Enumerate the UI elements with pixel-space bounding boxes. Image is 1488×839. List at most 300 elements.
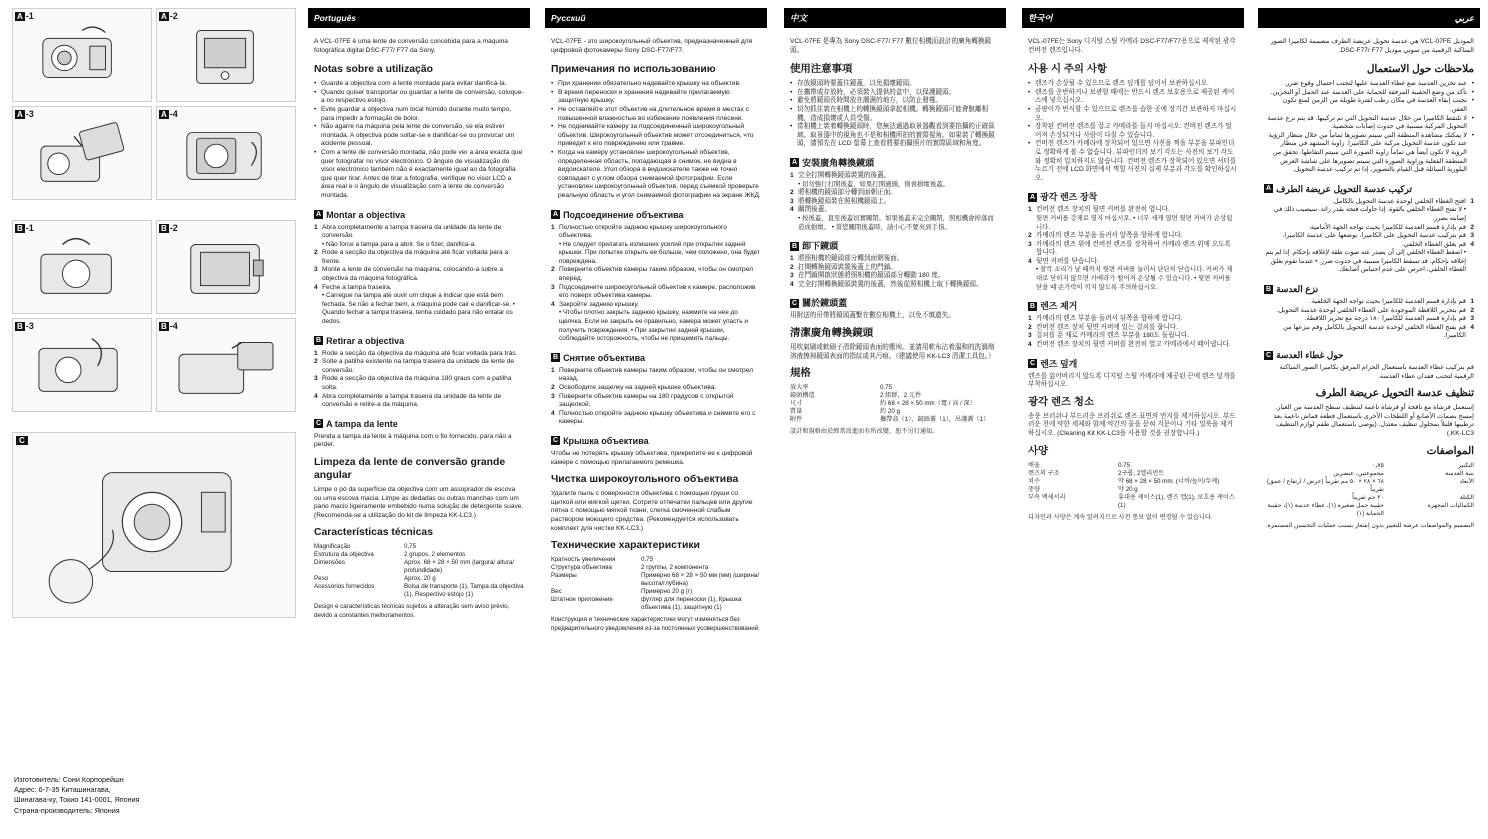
- spec-row: [314, 559, 524, 575]
- note-item: • Não agarre na máquina pela lente de conversão, se ela estiver montada. A objectiva pode soltar-se e danificar-se ou provocar um acidente pessoal.: [314, 123, 524, 149]
- step-number: 3: [790, 272, 794, 280]
- figure-column: [12, 8, 296, 618]
- cleaning-heading: 清潔廣角轉換鏡頭: [790, 328, 874, 340]
- step-number: 1: [1028, 315, 1032, 323]
- step-note: • Чтобы плотно закрыть заднюю крышку, нажмите на нее до щелчка. Если не закрыть ее правильно, камера может упасть и получить повреждения. • При закрытии задней крышки, соблюдайте осторожность, чтобы не прищемить пальцы.: [559, 309, 748, 343]
- lens-cap-text: 用附送的吊帶將鏡頭蓋繫在數位相機上，以免不慎遺失。: [790, 312, 955, 320]
- spec-value: ٠٫٧٥: [1372, 461, 1384, 469]
- spec-row: [1028, 478, 1238, 486]
- step-text: Rode a secção da objectiva da máquina 180 graus com a patilha solta.: [322, 375, 512, 391]
- figure-b4: [156, 318, 296, 412]
- manufacturer-info: [14, 775, 140, 816]
- cleaning-heading: 광각 렌즈 청소: [1028, 396, 1094, 408]
- step-item: [1264, 224, 1474, 233]
- spec-row: [551, 596, 761, 612]
- step-item: [790, 264, 1000, 273]
- step-number: 2: [314, 249, 318, 257]
- note-item: • 在攜帶或存放時，必須裝入提供的盒中，以保護鏡頭。: [790, 89, 1000, 98]
- step-number: 4: [551, 300, 555, 308]
- section-letter-badge: A: [316, 211, 322, 218]
- notes-heading: Примечания по использованию: [551, 64, 716, 76]
- section-heading: [1028, 300, 1238, 312]
- step-item: [1264, 198, 1474, 224]
- spec-label: 尺寸: [790, 400, 803, 408]
- section-title: Подсоединение объектива: [563, 209, 684, 220]
- figure-tag: A -3: [17, 109, 34, 119]
- spec-label: Magnificação: [314, 543, 351, 551]
- step-item: [551, 410, 761, 427]
- step-text: 打開轉換鏡頭裝置後蓋上的門鎖。: [798, 263, 897, 271]
- spec-value: ٦٨ × ٢٨ × ٥٠ مم تقريباً (عرض / ارتفاع / عمق) تقريباً: [1266, 477, 1384, 493]
- section-heading: [1264, 349, 1474, 361]
- spec-label: 배율: [1028, 461, 1040, 469]
- step-text: 將照相機的鏡頭部分轉到面朝後面。: [798, 255, 904, 263]
- spec-value: مجموعتين، عنصرين: [1333, 469, 1384, 477]
- cleaning-text: 用吹氣刷或軟刷子清除鏡頭表面的塵埃。並請用軟布沾着溫和的洗滌劑溶液擦掉鏡頭表面的指紋或其污痕。（建議使用 KK-LC3 清潔工具包。）: [790, 344, 995, 360]
- figure-tag: B -3: [17, 321, 34, 331]
- note-item: • 切勿抓住裝在相機上的轉換鏡頭拿起相機。轉換鏡頭可能會脫離相機，造成損壞或人員受傷。: [790, 106, 1000, 123]
- step-item: [551, 393, 761, 410]
- section-heading: [314, 418, 524, 430]
- step-number: 3: [314, 266, 318, 274]
- section-letter-badge: B: [1030, 302, 1036, 310]
- figure-tag: B -2: [161, 223, 178, 233]
- spec-label: 치수: [1028, 477, 1040, 485]
- step-note: • اضغط الغطاء الخلفي إلى أن يصدر عنه صوت طقة لإغلاقه بإحكام. إذا لم يتم إغلاقه بإحكام، قد تسقط الكاميرا مسببة في حدوث ضرر. • عندما تقوم بغلق الغطاء الخلفي، احرص على عدم احتباس أصابعك.: [1265, 249, 1466, 274]
- cover-close-illustration: [157, 107, 295, 199]
- section-heading: [1028, 191, 1238, 203]
- spec-disclaimer: Design e características técnicas sujeitos a alteração sem aviso prévio, devido a constantes melhoramentos.: [314, 603, 510, 619]
- section-heading: [1028, 358, 1238, 370]
- step-number: 4: [314, 392, 318, 400]
- intro-text: VCL-07FE는 Sony 디지털 스틸 카메라 DSC-F77/F77용으로 제작된 광각 컨버전 렌즈입니다.: [1028, 38, 1236, 54]
- note-item: • 存放鏡頭時要蓋住鏡蓋，以免損壞鏡頭。: [790, 80, 1000, 89]
- language-column-pt: [308, 8, 530, 834]
- spec-disclaimer: التصميم والمواصفات عرضة للتغيير بدون إشعار بسبب عمليات التحسين المستمرة.: [1265, 521, 1474, 529]
- step-list: [790, 172, 1000, 232]
- latch-release-illustration: [157, 221, 295, 313]
- figure-a3: [12, 106, 152, 200]
- note-item: • При хранении обязательно надевайте крышку на объектив.: [551, 80, 761, 89]
- step-number: 4: [1470, 323, 1474, 331]
- section-title: Снятие объектива: [563, 352, 646, 363]
- cleaning-heading: Чистка широкоугольного объектива: [551, 474, 739, 486]
- spec-label: الكتلة: [1459, 493, 1474, 501]
- step-item: [551, 367, 761, 384]
- specifications-heading: 規格: [790, 368, 811, 380]
- lens-cap-text: 렌즈를 잃어버리지 않도록 디지털 스틸 카메라에 제공된 끈에 렌즈 덮개를 부착하십시오.: [1028, 372, 1236, 389]
- step-text: 完全打開轉換鏡頭裝置的後蓋，然後從照相機上取下轉換鏡頭。: [798, 280, 983, 288]
- notes-list: [1028, 80, 1238, 183]
- note-item: • 렌즈가 손상될 수 있으므로 렌즈 덮개를 덮어서 보관하십시오.: [1028, 80, 1238, 89]
- spec-value: 0,75: [641, 556, 654, 564]
- step-text: 컨버전 렌즈 장치의 뒷면 커버를 완전히 열고 카메라에서 떼어냅니다.: [1036, 341, 1231, 349]
- step-text: Feche a tampa traseira.: [322, 283, 392, 291]
- step-item: [1264, 324, 1474, 341]
- specifications-table: [1264, 462, 1474, 518]
- figure-b2: [156, 220, 296, 314]
- figure-a4: [156, 106, 296, 200]
- spec-row: [790, 416, 1000, 424]
- section-title: 關於鏡頭蓋: [802, 298, 848, 309]
- spec-value: 휴대용 케이스(1), 렌즈 캡(1), 보호용 케이스(1): [1118, 493, 1235, 509]
- figure-group-a: [12, 8, 296, 200]
- step-item: [314, 393, 524, 410]
- figure-b3: [12, 318, 152, 412]
- figure-c: [12, 432, 296, 618]
- section-title: 광각 렌즈 장착: [1040, 192, 1098, 203]
- step-number: 1: [551, 366, 555, 374]
- cleaning-text: إستعمل فرشاة مع نافخة أو فرشاة ناعمة لتنظيف سطح العدسة من الغبار. إمسح بصمات الأصابع أو اللطخات الأخرى باستعمال قطعة قماش ناعمة بعد ترطيبها قليلاً بمحلول تنظيف معتدل. (يوصى باستعمال طقم لوازم التنظيف KK-LC3.): [1273, 404, 1474, 437]
- step-item: [1028, 315, 1238, 324]
- step-number: 3: [551, 392, 555, 400]
- language-column-zh: [784, 8, 1006, 834]
- spec-value: Aprox. 20 g: [404, 575, 436, 583]
- section-title: 安裝廣角轉換鏡頭: [802, 157, 875, 168]
- step-number: 3: [551, 283, 555, 291]
- spec-row: [1264, 462, 1474, 470]
- spec-value: Примерно 68 × 28 × 50 мм (мм) (ширина/высота/глубина): [641, 572, 760, 588]
- step-item: [790, 272, 1000, 281]
- step-item: [314, 284, 524, 327]
- language-header: 한국어: [1022, 8, 1244, 28]
- language-header: 中文: [784, 8, 1006, 28]
- manufacturer-line: Шинагава-ку, Токио 141-0001, Япония: [14, 795, 140, 805]
- note-item: • 장착된 컨버전 렌즈를 잡고 카메라를 들지 마십시오. 컨버전 렌즈가 떨어져 손상되거나 사람이 다칠 수 있습니다.: [1028, 123, 1238, 140]
- spec-row: [314, 575, 524, 583]
- spec-value: Aprox. 68 × 28 × 50 mm (largura/ altura/ profundidade): [404, 559, 515, 575]
- lens-cap-strap-illustration: [13, 433, 295, 617]
- spec-value: 약 68 × 28 × 50 mm. (너비/높이/두께): [1118, 477, 1220, 485]
- figure-group-b: [12, 220, 296, 412]
- section-letter-badge: A: [1030, 193, 1036, 201]
- cleaning-text: 송풍 브러쉬나 부드러운 브러쉬로 렌즈 표면의 먼지를 제거하십시오. 부드러운 천에 약한 세제와 함께 약간의 물을 묻혀 지문이나 기타 얼룩을 제거하십시오. (Cleaning Kit KK-LC3을 사용할 것을 권장합니다.): [1028, 412, 1236, 437]
- spec-value: 2 grupos, 2 elementos: [404, 551, 466, 559]
- spec-value: 2 組群，2 元件: [880, 392, 922, 400]
- step-text: Rode a secção da objectiva da máquina até ficar voltada para a frente.: [322, 249, 509, 265]
- step-item: [1028, 332, 1238, 341]
- camera-rotate-illustration: [157, 9, 295, 101]
- step-number: 2: [1470, 306, 1474, 314]
- section-heading: [314, 335, 524, 347]
- spec-value: Bolsa de transporte (1), Tampa da objectiva (1), Respectivo estojo (1): [404, 583, 524, 599]
- notes-list: [314, 80, 524, 200]
- cleaning-text: Limpe o pó da superfície da objectiva com um assoprador de escova ou uma escova macia. Limpe as dedadas ou outras manchas com um pano macio ligeiramente embebido numa solução de detergente suave. (Recomenda-se a utilização do kit de limpeza KK-LC3.): [314, 485, 524, 519]
- step-text: Полностью откройте заднюю крышку объектива и снимите его с камеры.: [559, 409, 756, 426]
- section-letter-badge: A: [792, 159, 798, 167]
- step-number: 2: [1470, 223, 1474, 231]
- spec-label: Размеры: [551, 572, 577, 580]
- step-text: Rode a secção da objectiva da máquina até ficar voltada para trás.: [322, 349, 518, 357]
- section-letter-badge: B: [316, 337, 322, 345]
- specifications-table: [551, 556, 761, 612]
- spec-label: Штатное приложение: [551, 596, 613, 604]
- section-heading: [1264, 283, 1474, 295]
- step-text: 將相機的鏡頭部分轉到面朝正面。: [798, 189, 897, 197]
- step-list: [551, 224, 761, 344]
- step-item: [314, 358, 524, 375]
- step-text: قم بتحرير اللاقطة الموجودة على الغطاء الخلفي لوحدة عدسة التحويل.: [1276, 306, 1466, 314]
- step-list: [790, 255, 1000, 289]
- step-item: [1028, 206, 1238, 232]
- spec-row: [551, 564, 761, 572]
- step-number: 4: [790, 206, 794, 214]
- figure-tag: B -1: [17, 223, 34, 233]
- figure-tag: A -4: [161, 109, 178, 119]
- spec-value: ٢٠ جم تقريباً: [1352, 493, 1384, 501]
- step-item: [551, 301, 761, 344]
- spec-row: [314, 551, 524, 559]
- spec-row: [314, 543, 524, 551]
- spec-value: футляр для переноски (1), Крышка объектива (1), защитную (1): [641, 596, 742, 612]
- spec-row: [551, 572, 761, 588]
- step-number: 4: [314, 283, 318, 291]
- step-item: [1264, 241, 1474, 275]
- step-text: Полностью откройте заднюю крышку широкоугольного объектива.: [559, 223, 727, 240]
- step-note: • 切勿強行打開後蓋，如果打開過頭，則會損壞後蓋。: [798, 180, 949, 188]
- step-item: [1028, 241, 1238, 258]
- spec-value: 0.75: [1118, 461, 1131, 469]
- section-heading: [551, 352, 761, 364]
- cleaning-text: Удалите пыль с поверхности объектива с помощью груши со щеткой или мягкой щетки. Сотрите отпечатки пальцев или другие пятна с помощью мягкой ткани, слегка смоченной слабым раствором моющего средства. (Рекомендуется использовать комплект для чистки KK-LC3.): [551, 490, 753, 532]
- step-number: 3: [314, 375, 318, 383]
- step-item: [314, 266, 524, 283]
- notes-list: [790, 80, 1000, 149]
- step-item: [551, 266, 761, 283]
- step-note: 뒷면 커버를 강제로 열지 마십시오. • 너무 세게 열면 뒷면 커버가 손상됩니다.: [1036, 214, 1233, 231]
- step-number: 4: [1470, 240, 1474, 248]
- section-heading: [551, 435, 761, 447]
- specifications-table: [1028, 462, 1238, 510]
- spec-label: 부속 액세서리: [1028, 493, 1066, 501]
- cleaning-heading: Limpeza da lente de conversão grande angular: [314, 456, 506, 481]
- spec-label: 중량: [1028, 485, 1040, 493]
- spec-row: [1028, 470, 1238, 478]
- spec-label: Peso: [314, 575, 329, 583]
- section-letter-badge: B: [1266, 285, 1272, 293]
- step-number: 1: [790, 255, 794, 263]
- section-title: Montar a objectiva: [326, 209, 406, 220]
- intro-text: VCL-07FE 是專為 Sony DSC-F77/ F77 數位相機而設計的廣角轉換鏡頭。: [790, 38, 992, 54]
- note-item: • В время переноски и хранения надевайте прилагаемую защитную крышку.: [551, 89, 761, 106]
- spec-disclaimer: 디자인과 사양은 계속 알려지므로 사전 통보 없이 변경될 수 있습니다.: [1028, 513, 1213, 521]
- step-list: [551, 367, 761, 427]
- step-text: Закройте заднюю крышку.: [559, 300, 639, 308]
- step-item: [551, 284, 761, 301]
- spec-label: الكماليات المجهزة: [1427, 501, 1474, 509]
- step-text: 完全打開轉換鏡頭裝置的後蓋。: [798, 171, 891, 179]
- spec-label: التكبير: [1457, 461, 1474, 469]
- section-title: 렌즈 덮개: [1040, 358, 1078, 369]
- section-title: Retirar a objectiva: [326, 335, 405, 346]
- notes-heading: 使用注意事項: [790, 64, 853, 76]
- step-number: 1: [314, 223, 318, 231]
- section-letter-badge: B: [792, 242, 798, 250]
- step-number: 2: [790, 189, 794, 197]
- note-item: • 避免將鏡頭長時間放在潮濕的地方，以防止發霉。: [790, 97, 1000, 106]
- section-title: نزع العدسة: [1276, 284, 1319, 295]
- note-item: • 當相機上裝着轉換鏡頭時，您無法通過取景器觀看到要拍攝的正確區域。取景器中的視角也不是和相機所拍的實際視角。如果裝了轉換鏡頭，請預先在 LCD 螢幕上查看將要拍攝照片的實際區域和角度。: [790, 123, 1000, 149]
- step-text: Поверните объектив камеры таким образом, чтобы он смотрел вперед.: [559, 266, 754, 283]
- spec-disclaimer: 設計和規格由於經常改進而有所改變，恕不另行通知。: [790, 428, 939, 436]
- spec-row: [1264, 470, 1474, 478]
- section-letter-badge: A: [1266, 185, 1272, 193]
- lens-removal-illustration: [157, 319, 295, 411]
- step-number: 4: [1028, 257, 1032, 265]
- camera-lens-illustration: [13, 9, 151, 101]
- section-title: A tampa da lente: [326, 418, 398, 429]
- section-letter-badge: B: [553, 354, 559, 362]
- step-item: [790, 206, 1000, 232]
- spec-row: [1028, 462, 1238, 470]
- manufacturer-line: Страна-производитель: Япония: [14, 805, 120, 815]
- step-text: 在鬥鎖開啟狀態將照相機的鏡頭部分轉動 180 度。: [798, 272, 945, 280]
- step-item: [1264, 315, 1474, 324]
- spec-row: [1264, 494, 1474, 502]
- step-item: [314, 249, 524, 266]
- note-item: • Когда на камеру установлен широкоугольный объектив, определенная область, попадающая в снимок, не видна в видоискателе. Угол обзора в видоискателе также не точно совпадает с углом обзора снимаемой фотографии. Если установлен широкоугольный объектив, перед съемкой проверьте реальную область и угол снимаемой фотографии на экране ЖКД.: [551, 149, 761, 201]
- spec-label: Кратность увеличения: [551, 556, 616, 564]
- step-number: 1: [551, 223, 555, 231]
- manufacturer-line: Изготовитель: Сони Корпорейшн: [14, 775, 124, 784]
- section-letter-badge: C: [1030, 360, 1036, 368]
- step-item: [1264, 232, 1474, 241]
- step-list: [1264, 298, 1474, 341]
- step-item: [1264, 307, 1474, 316]
- section-heading: [790, 240, 1000, 252]
- intro-text: A VCL-07FE é uma lente de conversão concebida para a máquina fotográfica digital DSC-F77/ F77 da Sony.: [314, 38, 508, 54]
- step-item: [1028, 258, 1238, 292]
- language-header: عربي: [1258, 8, 1480, 28]
- note-item: • Не оставляйте этот объектив на длительное время в местах с повышенной влажностью во избежание появления плесени.: [551, 106, 761, 123]
- spec-label: 렌즈의 구조: [1028, 469, 1060, 477]
- lens-cap-text: قم بتركيب غطاء العدسة باستعمال الحزام المرفق بكاميرا الصور الساكنة الرقمية لتجنب فقدان غطاء العدسة.: [1279, 364, 1474, 380]
- step-list: [1264, 198, 1474, 275]
- step-number: 2: [551, 384, 555, 391]
- step-text: Monte a lente de conversão na máquina, colocando-a sobre a objectiva da máquina fotográfica.: [322, 266, 504, 283]
- step-item: [1028, 232, 1238, 241]
- step-item: [790, 172, 1000, 189]
- language-column-ru: [545, 8, 767, 834]
- note-item: • Evite guardar a objectiva num local húmido durante muito tempo, para impedir a formação de bolor.: [314, 106, 524, 123]
- intro-text: VCL-07FE - это широкоугольный объектив, предназначенный для цифровой фотокамеры Sony DSC-F77/F77.: [551, 38, 753, 54]
- specifications-heading: المواصفات: [1426, 445, 1474, 457]
- step-item: [1264, 298, 1474, 307]
- step-text: 카메라의 렌즈 부분을 돌려서 앞쪽을 향하게 합니다.: [1036, 232, 1183, 240]
- figure-tag: A -1: [17, 11, 34, 21]
- step-item: [790, 255, 1000, 264]
- step-number: 1: [1470, 298, 1474, 306]
- step-number: 2: [1028, 323, 1032, 331]
- lens-cap-text: Чтобы не потерять крышку объектива, прикрепите ее к цифровой камере с помощью прилагаемого ремешка.: [551, 449, 753, 466]
- cleaning-heading: تنظيف عدسة التحويل عريضة الطرف: [1315, 388, 1474, 400]
- step-text: 將轉換鏡頭裝在照相機鏡頭上。: [798, 197, 891, 205]
- step-text: Освободите защелку на задней крышке объектива.: [559, 384, 717, 391]
- step-item: [314, 375, 524, 392]
- lens-cap-text: Prenda a tampa da lente à máquina com o fio fornecido, para não a perder.: [314, 432, 512, 449]
- step-text: Подсоедините широкоугольный объектив к камере, расположив его поверх объектива камеры.: [559, 283, 756, 300]
- specifications-heading: Características técnicas: [314, 527, 433, 539]
- section-heading: [790, 157, 1000, 169]
- lens-mount-illustration: [13, 107, 151, 199]
- note-item: • Com a lente de conversão montada, não pode ver a área exacta que quer fotografar no visor electrónico. O ângulo de visualização do visor electrónico também não é exactamente igual ao da fotografia que quer tirar. Antes de tirar a fotografia, verifique no visor LCD a área real e o ângulo de visualização com a lente de conversão montada.: [314, 149, 524, 201]
- spec-row: [1028, 486, 1238, 494]
- section-title: حول غطاء العدسة: [1276, 350, 1344, 361]
- spec-label: 附件: [790, 416, 803, 424]
- spec-value: حقيبة حمل صغيرة (١)، غطاء عدسة (١)، حقيبة الحماية (١): [1267, 501, 1384, 517]
- step-text: 컨버전 렌즈 장치의 뒷면 커버를 완전히 엽니다.: [1036, 206, 1170, 214]
- step-number: 3: [1470, 232, 1474, 240]
- step-number: 1: [1028, 206, 1032, 214]
- step-text: 걸쇠를 푼 채로 카메라의 렌즈 부분을 180도 돌립니다.: [1036, 332, 1190, 340]
- section-title: 卸下鏡頭: [802, 241, 839, 252]
- notes-heading: 사용 시 주의 사항: [1028, 64, 1107, 76]
- section-title: Крышка объектива: [563, 435, 649, 446]
- spec-label: بنية العدسة: [1445, 469, 1474, 477]
- step-note: • 찰칵 소리가 날 때까지 뒷면 커버를 눌러서 단단히 닫습니다. 커버가 제대로 닫히지 않으면 카메라가 떨어져 손상될 수 있습니다. • 뒷면 커버를 닫을 때 손가락이 끼지 않도록 주의하십시오.: [1036, 266, 1233, 291]
- section-letter-badge: C: [316, 420, 322, 428]
- step-text: قم بإدارة قسم العدسة للكاميرا بحيث تواجه الجهة الأمامية.: [1308, 223, 1466, 231]
- step-number: 3: [1028, 332, 1032, 340]
- step-number: 3: [790, 197, 794, 205]
- spec-value: 約 20 g: [880, 408, 900, 416]
- step-note: • 按後蓋，直至後蓋切實關閉。如果後蓋未完全關閉，照相機會掉落而造成損壞。 • 當您關閉後蓋時，請小心不要夾到手指。: [798, 214, 994, 231]
- step-item: [314, 350, 524, 359]
- spec-row: [314, 583, 524, 599]
- spec-row: [551, 556, 761, 564]
- spec-value: 0,75: [404, 543, 417, 551]
- note-item: • Не поднимайте камеру за подсоединенный широкоугольный объектив. Широкоугольный объектив может отсоединиться, что приведет к его повреждению или травме.: [551, 123, 761, 149]
- intro-text: الموديل VCL-07FE هي عدسة تحويل عريضة الطرف مصممة لكاميرا الصور الساكنة الرقمية من سوني موديل DSC-F77/ F77.: [1270, 38, 1474, 54]
- step-note: • Не следует прилагать излишних усилий при открытии задней крышки. При попытке открыть ее больше, чем положено, она будет повреждена.: [559, 240, 760, 265]
- spec-row: [551, 588, 761, 596]
- spec-disclaimer: Конструкция и технические характеристики могут изменяться без предварительного уведомления из-за постоянных усовершенствований.: [551, 616, 760, 632]
- note-item: • 렌즈를 운반하거나 보관할 때에는 반드시 렌즈 보호용으로 제공된 케이스에 넣으십시오.: [1028, 89, 1238, 106]
- step-text: 뒷면 커버를 닫습니다.: [1036, 257, 1099, 265]
- step-number: 4: [1028, 341, 1032, 349]
- step-text: Solte a patilha existente na tampa traseira da unidade da lente de conversão.: [322, 358, 515, 374]
- step-number: 2: [314, 358, 318, 366]
- specifications-table: [314, 543, 524, 599]
- section-letter-badge: C: [1266, 351, 1272, 359]
- step-number: 1: [1470, 197, 1474, 205]
- section-heading: [1264, 183, 1474, 195]
- section-letter-badge: C: [553, 437, 559, 445]
- step-text: قم بتركيب عدسة التحويل على الكاميرا، بوضعها على عدسة الكاميرا.: [1282, 232, 1466, 240]
- step-item: [790, 281, 1000, 290]
- note-item: • لا يمكنك مشاهدة المنطقة التي سيتم تصويرها تماماً من خلال منظار الرؤية عند تكون عدسة التحويل مركبة على الكاميرا. زاوية المشهد في منظار الرؤية لا تكون أيضاً هي تماماً زاوية الصورة التي سيتم التقاطها. تحقق من المنطقة الفعلية وزاوية الصورة التي سيتم تصويرها على شاشة العرض البلورية السائلة قبل القيام بالتصوير، إذا تم تركيب عدسة التحويل.: [1264, 132, 1474, 175]
- spec-value: Примерно 20 g (г): [641, 588, 693, 596]
- step-text: قم بفتح الغطاء الخلفي لوحدة عدسة التحويل بالكامل وقم بنزعها من الكاميرا.: [1283, 323, 1466, 340]
- manufacturer-line: Адрес: 6-7-35 Киташинагава,: [14, 785, 111, 795]
- spec-label: 質量: [790, 408, 803, 416]
- step-note: • Não force a tampa para a abrir. Se o fizer, danifica-a.: [322, 240, 476, 248]
- specifications-heading: 사양: [1028, 445, 1049, 457]
- figure-tag: A -2: [161, 11, 178, 21]
- note-item: • Quando quiser transportar ou guardar a lente de conversão, coloque-a no respectivo estojo.: [314, 89, 524, 106]
- spec-value: 0.75: [880, 384, 893, 392]
- step-text: Abra completamente a tampa traseira da unidade da lente de conversão.: [322, 223, 502, 240]
- figure-b1: [12, 220, 152, 314]
- step-number: 2: [1028, 232, 1032, 240]
- section-title: 렌즈 제거: [1040, 301, 1078, 312]
- step-item: [551, 224, 761, 267]
- spec-label: Структура объектива: [551, 564, 612, 572]
- step-item: [790, 189, 1000, 198]
- note-item: • عند تخزين العدسة ضع غطاء العدسة عليها لتجنب احتمال وقوع ضرر.: [1264, 80, 1474, 89]
- note-item: • تأكد من وضع الحقيبة المرفقة للحماية على العدسة عند الحمل أو التخزين.: [1264, 89, 1474, 98]
- step-list: [1028, 315, 1238, 349]
